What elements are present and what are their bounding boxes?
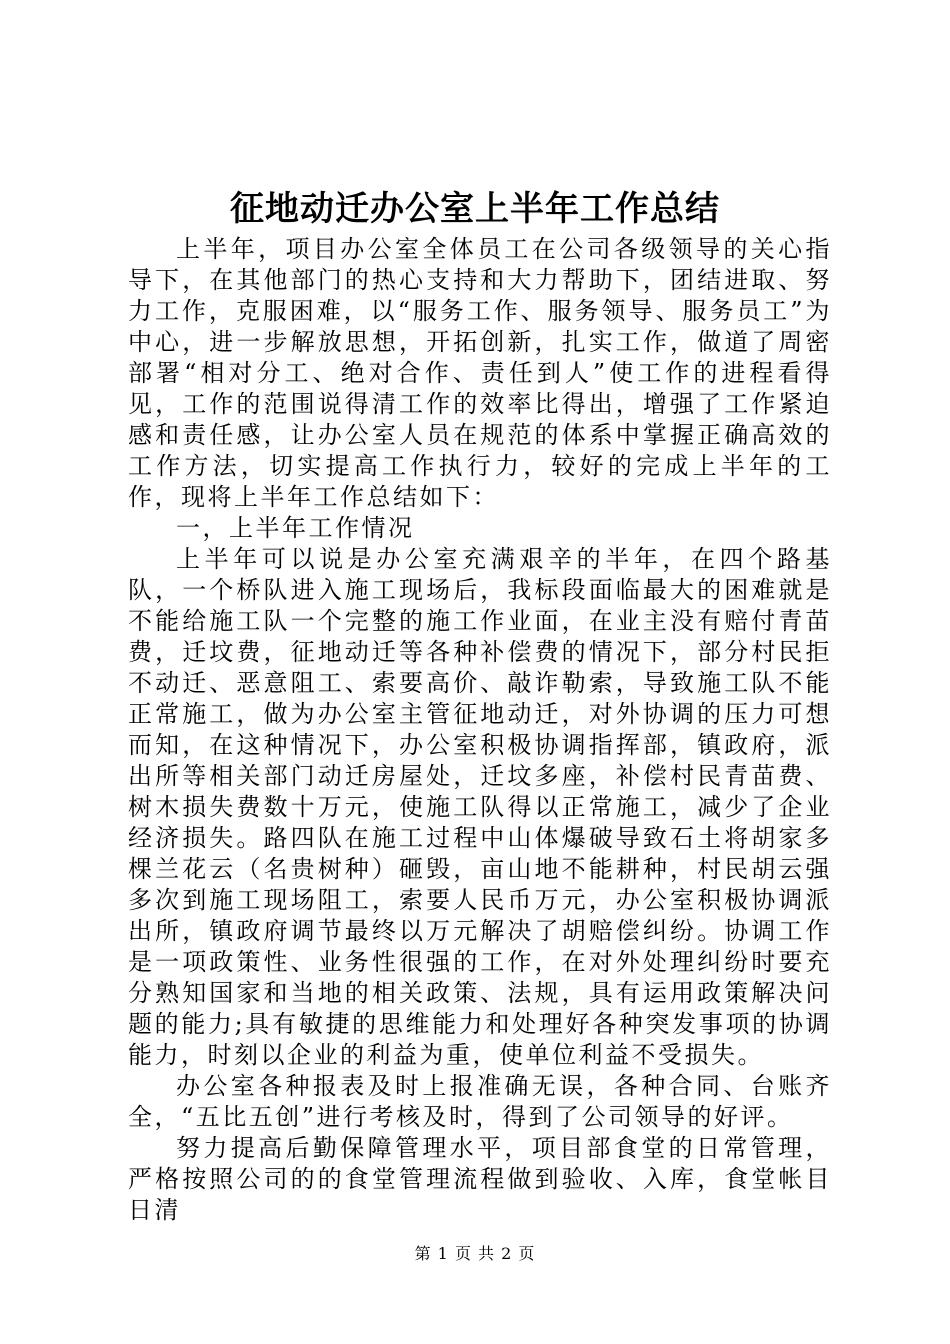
- paragraph-reports: 办公室各种报表及时上报准确无误，各种合同、台账齐全，“五比五创”进行考核及时，得到了公司领导的好评。: [128, 1072, 832, 1131]
- section-heading: 一，上半年工作情况: [176, 514, 415, 542]
- paragraph-intro: 上半年，项目办公室全体员工在公司各级领导的关心指导下，在其他部门的热心支持和大力帮助下，团结进取、努力工作，克服困难，以“服务工作、服务领导、服务员工”为中心，进一步解放思想，开拓创新，扎实工作，做道了周密部署“相对分工、绝对合作、责任到人”使工作的进程看得见，工作的范围说得清工作的效率比得出，增强了工作紧迫感和责任感，让办公室人员在规范的体系中掌握正确高效的工作方法，切实提高工作执行力，较好的完成上半年的工作，现将上半年工作总结如下：: [128, 235, 832, 511]
- paragraph-work-situation: 上半年可以说是办公室充满艰辛的半年，在四个路基队，一个桥队进入施工现场后，我标段面临最大的困难就是不能给施工队一个完整的施工作业面，在业主没有赔付青苗费，迁坟费，征地动迁等各种补偿费的情况下，部分村民拒不动迁、恶意阻工、索要高价、敲诈勒索，导致施工队不能正常施工，做为办公室主管征地动迁，对外协调的压力可想而知，在这种情况下，办公室积极协调指挥部，镇政府，派出所等相关部门动迁房屋处，迁坟多座，补偿村民青苗费、树木损失费数十万元，使施工队得以正常施工，减少了企业经济损失。路四队在施工过程中山体爆破导致石土将胡家多棵兰花云（名贵树种）砸毁，亩山地不能耕种，村民胡云强多次到施工现场阻工，索要人民币万元，办公室积极协调派出所，镇政府调节最终以万元解决了胡赔偿纠纷。协调工作是一项政策性、业务性很强的工作，在对外处理纠纷时要充分熟知国家和当地的相关政策、法规，具有运用政策解决问题的能力;具有敏捷的思维能力和处理好各种突发事项的协调能力，时刻以企业的利益为重，使单位利益不受损失。: [128, 545, 832, 1069]
- page-footer: 第 1 页 共 2 页: [414, 1244, 536, 1263]
- document-title: 征地动迁办公室上半年工作总结: [230, 189, 720, 229]
- document-body: [128, 234, 832, 1226]
- paragraph-logistics: 努力提高后勤保障管理水平，项目部食堂的日常管理，严格按照公司的的食堂管理流程做到验收、入库，食堂帐目日清: [128, 1134, 832, 1224]
